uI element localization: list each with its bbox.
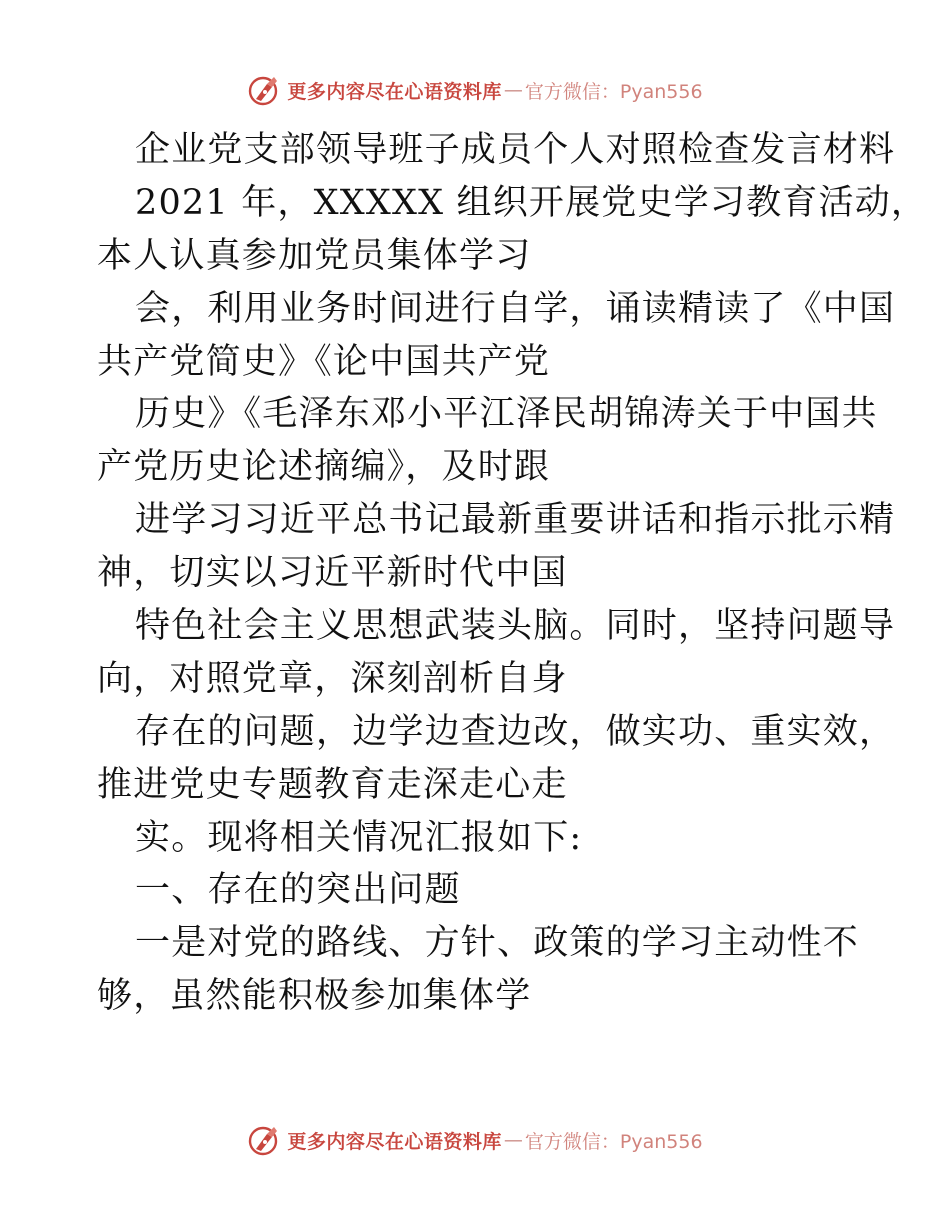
header-watermark-banner bbox=[0, 70, 950, 110]
paragraph-line: 进学习习近平总书记最新重要讲话和指示批示精 bbox=[135, 500, 896, 541]
paragraph-line: 2021 年，XXXXX 组织开展党史学习教育活动， bbox=[135, 182, 928, 223]
section-heading: 一、存在的突出问题 bbox=[135, 870, 461, 911]
pen-nib-logo-icon bbox=[247, 1123, 281, 1157]
document-body bbox=[97, 124, 928, 1023]
banner-contact-text: 官方微信：Pyan556 bbox=[524, 1130, 703, 1153]
paragraph-line: 历史》《毛泽东邓小平江泽民胡锦涛关于中国共 bbox=[135, 394, 878, 435]
banner-dash: — bbox=[503, 79, 523, 101]
pen-nib-logo-icon bbox=[247, 73, 281, 107]
paragraph-line: 本人认真参加党员集体学习 bbox=[97, 235, 532, 276]
paragraph-line: 特色社会主义思想武装头脑。同时，坚持问题导 bbox=[135, 606, 896, 647]
paragraph-line: 推进党史专题教育走深走心走 bbox=[97, 764, 568, 805]
banner-contact-text: 官方微信：Pyan556 bbox=[524, 80, 703, 103]
paragraph-line: 存在的问题，边学边查边改，做实功、重实效， bbox=[135, 711, 896, 752]
banner-dash: — bbox=[503, 1129, 523, 1151]
paragraph-line: 一是对党的路线、方针、政策的学习主动性不 bbox=[135, 923, 860, 964]
paragraph-line: 共产党简史》《论中国共产党 bbox=[97, 341, 551, 382]
banner-main-text: 更多内容尽在心语资料库 bbox=[287, 1130, 502, 1153]
paragraph-line: 产党历史论述摘编》，及时跟 bbox=[97, 447, 551, 488]
paragraph-line: 向，对照党章，深刻剖析自身 bbox=[97, 658, 568, 699]
paragraph-line: 够，虽然能积极参加集体学 bbox=[97, 976, 532, 1017]
paragraph-line: 会，利用业务时间进行自学，诵读精读了《中国 bbox=[135, 288, 896, 329]
banner-main-text: 更多内容尽在心语资料库 bbox=[287, 80, 502, 103]
paragraph-line: 神，切实以习近平新时代中国 bbox=[97, 553, 568, 594]
footer-watermark-banner bbox=[0, 1120, 950, 1160]
document-title: 企业党支部领导班子成员个人对照检查发言材料 bbox=[135, 130, 896, 170]
paragraph-line: 实。现将相关情况汇报如下: bbox=[135, 817, 583, 858]
